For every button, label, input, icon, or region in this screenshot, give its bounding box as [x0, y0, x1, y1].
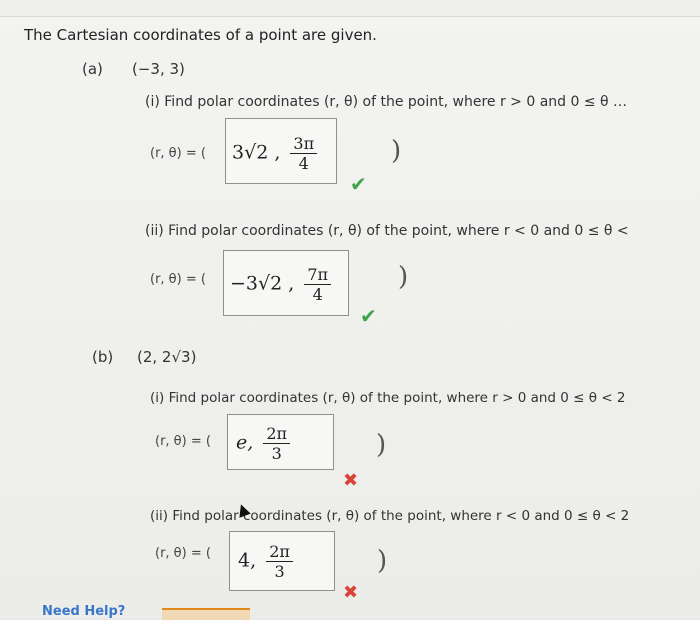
- fraction-denominator: 3: [274, 562, 285, 581]
- part-b-q2-answer-main: 4,: [238, 549, 257, 572]
- fraction-denominator: 3: [271, 444, 282, 463]
- incorrect-x-icon: ✖: [343, 470, 359, 491]
- part-a-q1-prompt: (i) Find polar coordinates (r, θ) of the point, where r > 0 and 0 ≤ θ …: [145, 94, 628, 110]
- part-b-q2-prompt: (ii) Find polar coordinates (r, θ) of the point, where r < 0 and 0 ≤ θ < 2: [150, 508, 630, 524]
- fraction-numerator: 7π: [304, 265, 331, 285]
- part-b-q1-answer-main: e,: [236, 431, 254, 454]
- part-a-q1-close-paren: ): [391, 136, 402, 166]
- problem-intro: The Cartesian coordinates of a point are given.: [24, 26, 377, 44]
- fraction-numerator: 2π: [266, 542, 293, 562]
- correct-check-icon: ✔: [350, 172, 367, 196]
- part-b-q1-answer-field[interactable]: [227, 414, 334, 470]
- part-b-q2-answer-field[interactable]: [229, 531, 335, 591]
- fraction-denominator: 4: [312, 285, 323, 304]
- part-a-q1-fraction: [290, 134, 317, 173]
- part-a-q2-eq-label: (r, θ) = (: [150, 272, 206, 287]
- part-a-label: (a): [82, 60, 103, 78]
- part-a-q2-prompt: (ii) Find polar coordinates (r, θ) of the point, where r < 0 and 0 ≤ θ <: [145, 223, 629, 239]
- part-b-label: (b): [92, 348, 114, 366]
- part-b-q1-prompt: (i) Find polar coordinates (r, θ) of the point, where r > 0 and 0 ≤ θ < 2: [150, 390, 626, 406]
- part-b-q1-eq-label: (r, θ) = (: [155, 434, 211, 449]
- part-b-q2-fraction: [266, 542, 293, 581]
- help-button[interactable]: [162, 608, 250, 620]
- correct-check-icon: ✔: [360, 304, 377, 328]
- need-help-link[interactable]: Need Help?: [42, 604, 126, 619]
- part-b-q2-eq-label: (r, θ) = (: [155, 546, 211, 561]
- part-b-q2-close-paren: ): [377, 546, 388, 576]
- part-a-q2-close-paren: ): [398, 262, 409, 292]
- part-b-point: (2, 2√3): [137, 348, 197, 366]
- part-b-q1-close-paren: ): [376, 430, 387, 460]
- fraction-denominator: 4: [298, 154, 309, 173]
- incorrect-x-icon: ✖: [343, 582, 359, 603]
- part-a-q1-answer-main: 3√2 ,: [232, 141, 281, 164]
- part-a-q1-eq-label: (r, θ) = (: [150, 146, 206, 161]
- part-a-q2-answer-field[interactable]: [223, 250, 349, 316]
- fraction-numerator: 2π: [263, 424, 290, 444]
- fraction-numerator: 3π: [290, 134, 317, 154]
- part-a-q2-fraction: [304, 265, 331, 304]
- part-a-q2-answer-main: −3√2 ,: [230, 272, 295, 295]
- top-divider: [0, 0, 700, 17]
- part-b-q1-fraction: [263, 424, 290, 463]
- part-a-q1-answer-field[interactable]: [225, 118, 337, 184]
- part-a-point: (−3, 3): [132, 60, 185, 78]
